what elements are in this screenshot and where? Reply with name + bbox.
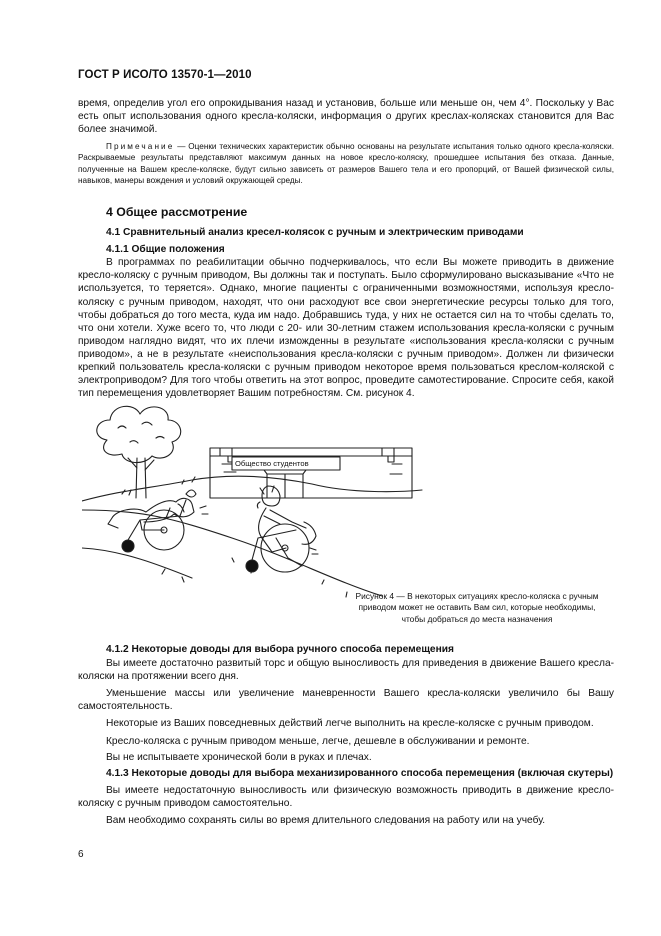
list-item: Кресло-коляска с ручным приводом меньше, легче, дешевле в обслуживании и ремонте. (106, 735, 530, 747)
sign-text: Общество студентов (235, 459, 309, 468)
intro-paragraph: время, определив угол его опрокидывания назад и установив, больше или меньше он, чем 4°. Поскольку у Вас есть опыт использования одного кресла-коляски, информация о других креслах-колясках становится для Вас более значимой. (78, 98, 614, 136)
section-4-1-1-text: В программах по реабилитации обычно подчеркивалось, что если Вы можете приводить в движение кресло-коляску с ручным приводом, Вы должны так и поступать. Было сформулировано высказывание «Что не используется, то теряется». Однако, многие пациенты с ограниченными возможностями, используя кресло-коляску с ручным приводом, находят, что они расходуют все свои энергетические ресурсы только для того, чтобы добраться до того места, куда им надо. Добравшись туда, у них не остается сил на то чтобы сделать то, что они хотели. Хуже всего то, что люди с 20- или 30-летним стажем использования кресла-коляски с ручным приводом наглядно видят, что их плечи изможденны в результате «использования кресла-коляски с ручным приводом», а не в результате «неиспользования кресла-коляски с ручным приводом». Должен ли физически крепкий пользователь кресла-коляски с ручным приводом некоторое время пользоваться креслом-коляской с электроприводом? Для того чтобы ответить на этот вопрос, проведите самотестирование. Спросите себя, какой тип перемещения удовлетворяет Вашим потребностям. См. рисунок 4. (78, 257, 614, 400)
list-item: Вы имеете достаточно развитый торс и общую выносливость для приведения в движение Вашего кресла-коляски на протяжении всего дня. (78, 658, 614, 683)
section-4-title: 4 Общее рассмотрение (106, 205, 248, 219)
section-4-1-3-title: 4.1.3 Некоторые доводы для выбора механизированного способа перемещения (включая скутеры) (106, 767, 614, 779)
hill-line (82, 476, 422, 501)
tree-trunk (128, 458, 154, 498)
section-4-1-2-title: 4.1.2 Некоторые доводы для выбора ручного способа перемещения (106, 644, 454, 655)
wheelchair-1-small-wheel (122, 540, 134, 552)
slope-line-upper (82, 510, 382, 596)
list-item: Вы не испытываете хронической боли в руках и плечах. (106, 751, 372, 763)
section-4 (78, 206, 614, 400)
wheelchair-2-small-wheel (246, 560, 258, 572)
page-number: 6 (78, 849, 84, 860)
note-label: Примечание (106, 142, 175, 152)
section-4-1-title: 4.1 Сравнительный анализ кресел-колясок с ручным и электрическим приводами (106, 227, 524, 239)
list-item: Уменьшение массы или увеличение маневренности Вашего кресла-коляски увеличило бы Вашу самостоятельность. (78, 688, 614, 713)
list-item: Вы имеете недостаточную выносливость или физическую возможность приводить в движение кресло-коляску с ручным приводом самостоятельно. (78, 784, 614, 809)
list-item: Вам необходимо сохранять силы во время длительного следования на работу или на учебу. (106, 815, 546, 827)
intro-block (78, 97, 614, 186)
tree-canopy (97, 406, 181, 462)
section-4-1-1-title: 4.1.1 Общие положения (106, 244, 225, 256)
standard-header: ГОСТ Р ИСО/ТО 13570-1—2010 (78, 69, 252, 81)
section-4-1-2 (78, 643, 614, 827)
slope-line-lower (82, 548, 192, 578)
note-paragraph (78, 141, 614, 186)
list-item: Некоторые из Ваших повседневных действий легче выполнить на кресле-коляске с ручным приводом. (106, 718, 594, 730)
figure-4-caption: Рисунок 4 — В некоторых ситуациях кресло-коляска с ручным приводом может не оставить Вам сил, которые необходимы, чтобы добраться до места назначения (355, 591, 599, 624)
note-text: — Оценки технических характеристик обычно основаны на результате испытания только одного кресла-коляски. Раскрываемые результаты представляют максимум данных на новое кресло-коляску, прошедшее испытания без отказа. Данные, полученные на Вашем кресле-коляске, будут сильно зависеть от размеров Вашего тела и его пропорций, от Вашей физической силы, навыков, манеры вождения и условий окружающей среды. (78, 142, 614, 185)
figure-4-illustration (82, 398, 622, 598)
